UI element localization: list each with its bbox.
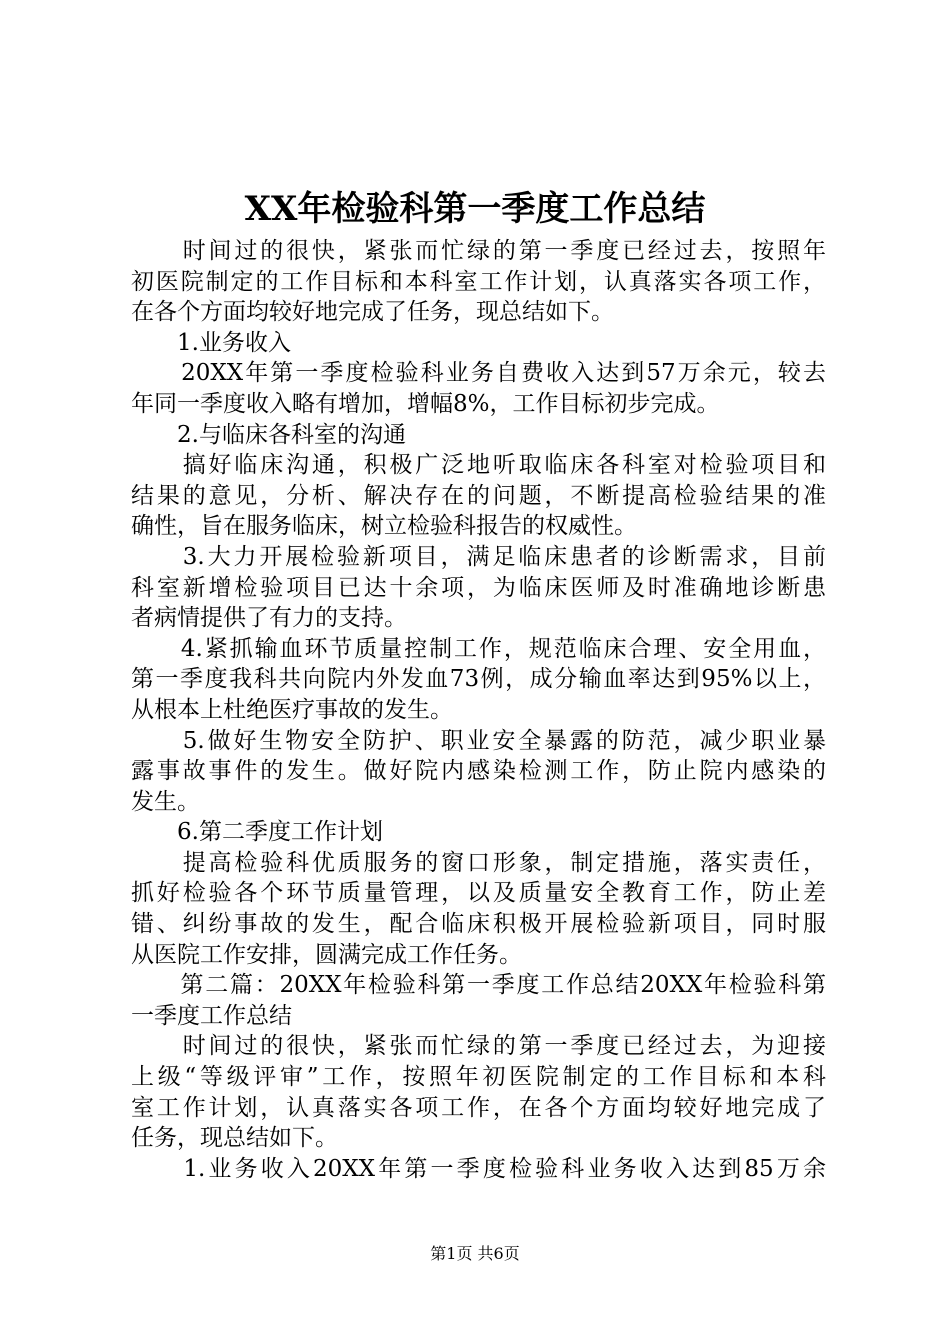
body-line: 从根本上杜绝医疗事故的发生。 bbox=[131, 696, 453, 723]
body-line: 抓好检验各个环节质量管理，以及质量安全教育工作，防止差 bbox=[131, 880, 826, 907]
body-line: 1.业务收入 bbox=[131, 329, 291, 356]
body-line: 错、纠纷事故的发生，配合临床积极开展检验新项目，同时服 bbox=[131, 911, 826, 938]
body-line: 者病情提供了有力的支持。 bbox=[131, 605, 407, 632]
body-line: 一季度工作总结 bbox=[131, 1002, 292, 1029]
body-line: 提高检验科优质服务的窗口形象，制定措施，落实责任， bbox=[131, 849, 826, 876]
body-line: 室工作计划，认真落实各项工作，在各个方面均较好地完成了 bbox=[131, 1094, 826, 1121]
document-title: XX年检验科第一季度工作总结 bbox=[244, 189, 706, 229]
page-indicator: 第1页 共6页 bbox=[430, 1244, 520, 1263]
body-line: 20XX年第一季度检验科业务自费收入达到57万余元，较去 bbox=[131, 360, 826, 387]
body-line: 6.第二季度工作计划 bbox=[131, 819, 383, 846]
body-line: 4.紧抓输血环节质量控制工作，规范临床合理、安全用血， bbox=[131, 635, 826, 662]
body-line: 确性，旨在服务临床，树立检验科报告的权威性。 bbox=[131, 513, 637, 540]
body-line: 发生。 bbox=[131, 788, 200, 815]
body-line: 第二篇：20XX年检验科第一季度工作总结20XX年检验科第 bbox=[131, 972, 826, 999]
body-line: 从医院工作安排，圆满完成工作任务。 bbox=[131, 941, 522, 968]
body-line: 年同一季度收入略有增加，增幅8%，工作目标初步完成。 bbox=[131, 390, 720, 417]
body-line: 在各个方面均较好地完成了任务，现总结如下。 bbox=[131, 299, 614, 326]
document-body bbox=[131, 236, 826, 1184]
body-line: 科室新增检验项目已达十余项，为临床医师及时准确地诊断患 bbox=[131, 574, 826, 601]
body-line: 上级“等级评审”工作，按照年初医院制定的工作目标和本科 bbox=[131, 1064, 826, 1091]
body-line: 3.大力开展检验新项目，满足临床患者的诊断需求，目前 bbox=[131, 543, 826, 570]
page-footer bbox=[0, 1244, 950, 1264]
body-line: 任务，现总结如下。 bbox=[131, 1125, 338, 1152]
body-line: 露事故事件的发生。做好院内感染检测工作，防止院内感染的 bbox=[131, 758, 826, 785]
body-line: 2.与临床各科室的沟通 bbox=[131, 421, 406, 448]
body-line: 搞好临床沟通，积极广泛地听取临床各科室对检验项目和 bbox=[131, 452, 826, 479]
body-line: 5.做好生物安全防护、职业安全暴露的防范，减少职业暴 bbox=[131, 727, 826, 754]
body-line: 时间过的很快，紧张而忙绿的第一季度已经过去，为迎接 bbox=[131, 1033, 826, 1060]
body-line: 第一季度我科共向院内外发血73例，成分输血率达到95%以上， bbox=[131, 666, 826, 693]
body-line: 时间过的很快，紧张而忙绿的第一季度已经过去，按照年 bbox=[131, 238, 826, 264]
body-line: 1.业务收入20XX年第一季度检验科业务收入达到85万余 bbox=[131, 1155, 826, 1182]
body-line: 初医院制定的工作目标和本科室工作计划，认真落实各项工作， bbox=[131, 268, 826, 295]
body-line: 结果的意见，分析、解决存在的问题，不断提高检验结果的准 bbox=[131, 482, 826, 509]
